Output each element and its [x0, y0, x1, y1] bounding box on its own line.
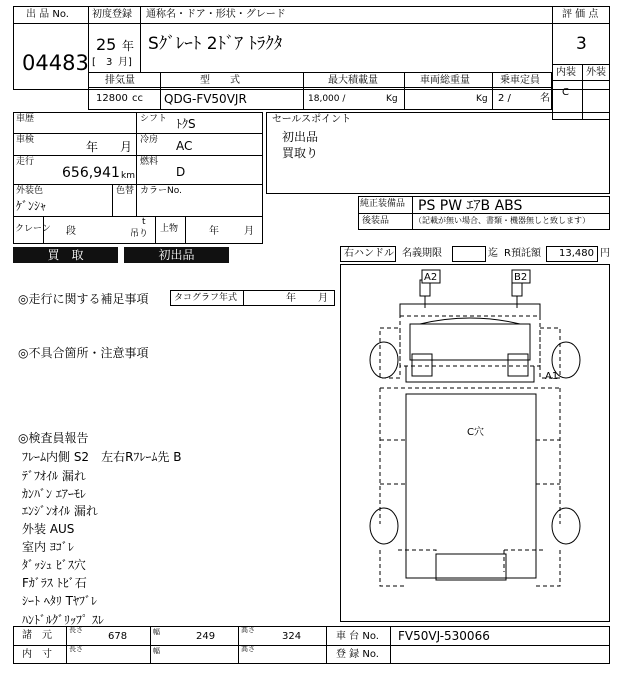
exterior-label: 外装 [586, 67, 606, 78]
cab-window [410, 324, 530, 360]
crane-step-unit: 段 [66, 226, 76, 237]
color-no-label: 色替 [116, 186, 135, 196]
first-reg-label: 初度登録 [92, 9, 132, 20]
height-label: 高さ [241, 626, 255, 634]
cab-roof [400, 304, 540, 316]
color-code-label: カラーNo. [140, 186, 182, 196]
grade-label: 評 価 点 [562, 9, 599, 20]
aftermarket-label: 後装品 [362, 216, 390, 226]
interior-grade: C [562, 87, 569, 98]
rhd-label: 右ハンドル [344, 248, 394, 259]
month-open: [ [92, 57, 96, 68]
sales-point-1: 初出品 [282, 130, 319, 144]
lot-number: 04483 [22, 51, 89, 75]
inner-width-label: 幅 [153, 647, 160, 655]
history-label: 車歴 [16, 114, 35, 124]
shift-value: ﾄｸS [176, 117, 196, 131]
inspector-title: ◎検査員報告 [18, 431, 89, 445]
recycle-label: R預託額 [504, 248, 541, 259]
height-value: 324 [282, 631, 302, 642]
capacity-unit: Kg [386, 94, 398, 104]
inspection-month-unit: 月 [120, 140, 133, 154]
report-line: ﾊﾝﾄﾞﾙｸﾞﾘｯﾌﾟ ｽﾚ [22, 613, 104, 627]
running-notes-title: ◎走行に関する補足事項 [18, 292, 149, 306]
ac-value: AC [176, 139, 193, 153]
aftermarket-note: （記載が無い場合、書類・機器無しと致します） [414, 216, 590, 225]
report-line: Fｶﾞﾗｽ ﾄﾋﾞ石 [22, 576, 87, 590]
first-reg-month: 3 [106, 57, 113, 68]
length-label: 長さ [69, 626, 83, 634]
crane-hang-unit: 吊り [130, 229, 149, 239]
a2-label: A2 [424, 272, 438, 283]
month-unit: 月] [118, 57, 132, 68]
inner-length-label: 長さ [69, 645, 83, 653]
dims-label: 諸 元 [22, 630, 52, 641]
ac-label: 冷房 [140, 135, 159, 145]
tacho-label: タコグラフ年式 [174, 293, 238, 303]
fuel-value: D [176, 165, 186, 179]
ext-color-label: 外装色 [16, 186, 44, 196]
r-sign: 迄 [488, 248, 498, 259]
name-label: 通称名・ドア・形状・グレード [146, 9, 286, 20]
passengers-value: 2 / [498, 93, 511, 104]
name-change-label: 名義期限 [402, 248, 442, 259]
crane-label: クレーン [15, 224, 51, 234]
tacho-year-unit: 年 [286, 293, 296, 304]
report-line: ｶﾝﾊﾞﾝ ｴｱｰﾓﾚ [22, 487, 86, 501]
report-line: 外装 AUS [22, 522, 75, 536]
rear-bumper [436, 554, 506, 580]
equipment-label: 純正装備品 [360, 199, 406, 209]
report-line: ﾃﾞﾌｵｲﾙ 漏れ [22, 469, 86, 483]
a1-label: A1 [545, 371, 559, 382]
mileage-label: 走行 [16, 157, 35, 167]
ext-color-value: ｹﾞﾝｼｬ [16, 199, 47, 213]
width-label: 幅 [153, 628, 160, 636]
tacho-month-unit: 月 [318, 293, 328, 304]
passengers-label: 乗車定員 [500, 75, 540, 86]
upper-month-unit: 月 [244, 226, 254, 237]
sales-point-2: 買取り [282, 146, 319, 160]
displacement-value: 12800 [96, 93, 128, 104]
interior-label: 内装 [556, 67, 576, 78]
recycle-unit: 円 [600, 248, 610, 259]
chassis-value: FV50VJ-530066 [398, 629, 490, 643]
recycle-amount: 13,480 [559, 248, 594, 259]
reg-label: 登 録 No. [336, 649, 379, 660]
defects-title: ◎不具合箇所・注意事項 [18, 346, 149, 360]
width-value: 249 [196, 631, 216, 642]
mileage-unit: km [121, 171, 135, 181]
mileage-value: 656,941 [62, 165, 120, 181]
b2-label: B2 [514, 272, 528, 283]
grade-value: 3 [576, 34, 587, 54]
model-value: QDG-FV50VJR [164, 92, 247, 106]
length-value: 678 [108, 631, 128, 642]
name-change-box [452, 246, 486, 262]
first-listing-tag: 初出品 [124, 247, 229, 263]
report-line: ｴﾝｼﾞﾝｵｲﾙ 漏れ [22, 504, 98, 518]
first-reg-year: 25 [96, 35, 117, 54]
inner-label: 内 寸 [22, 649, 52, 660]
rear-left-wheel [370, 508, 398, 544]
rear-right-wheel [552, 508, 580, 544]
inspection-year-unit: 年 [86, 140, 99, 154]
right-seat [508, 354, 528, 376]
displacement-unit: cc [132, 93, 143, 104]
report-line: 室内 ﾖｺﾞﾚ [22, 540, 74, 554]
cab-rear [406, 366, 534, 382]
displacement-label: 排気量 [105, 75, 135, 86]
c-hole-label: C穴 [467, 427, 484, 438]
model-label: 型 式 [200, 75, 240, 86]
passengers-unit: 名 [540, 93, 550, 104]
fuel-label: 燃料 [140, 157, 159, 167]
truck-diagram [340, 264, 610, 622]
report-line: ﾌﾚｰﾑ内側 S2 左右Rﾌﾚｰﾑ先 B [22, 450, 182, 464]
capacity-label: 最大積載量 [328, 75, 378, 86]
vehicle-name: Sｸﾞﾚｰﾄ 2ﾄﾞｱ ﾄﾗｸﾀ [148, 34, 283, 54]
bed-frame [406, 394, 536, 578]
left-seat [412, 354, 432, 376]
upper-year-unit: 年 [209, 226, 219, 237]
buyout-tag: 買 取 [13, 247, 118, 263]
lot-label: 出 品 No. [26, 9, 69, 20]
capacity-value: 18,000 / [308, 94, 346, 104]
crane-ton-unit: t [142, 217, 146, 227]
report-line: ｼｰﾄ ﾍﾀﾘ Tﾔﾌﾞﾚ [22, 594, 97, 608]
gross-label: 車両総重量 [420, 75, 470, 86]
equipment-value: PS PW ｴｱB ABS [418, 198, 523, 214]
upper-label: 上物 [160, 224, 179, 234]
front-left-wheel [370, 342, 398, 378]
sales-point-label: セールスポイント [272, 114, 352, 125]
inspection-label: 車検 [16, 135, 35, 145]
shift-label: シフト [140, 114, 168, 124]
report-line: ﾀﾞｯｼｭ ﾋﾞｽ穴 [22, 558, 86, 572]
inner-height-label: 高さ [241, 645, 255, 653]
gross-unit: Kg [476, 94, 488, 104]
year-unit: 年 [122, 39, 135, 53]
chassis-label: 車 台 No. [336, 631, 379, 642]
windshield-arc [420, 318, 520, 324]
